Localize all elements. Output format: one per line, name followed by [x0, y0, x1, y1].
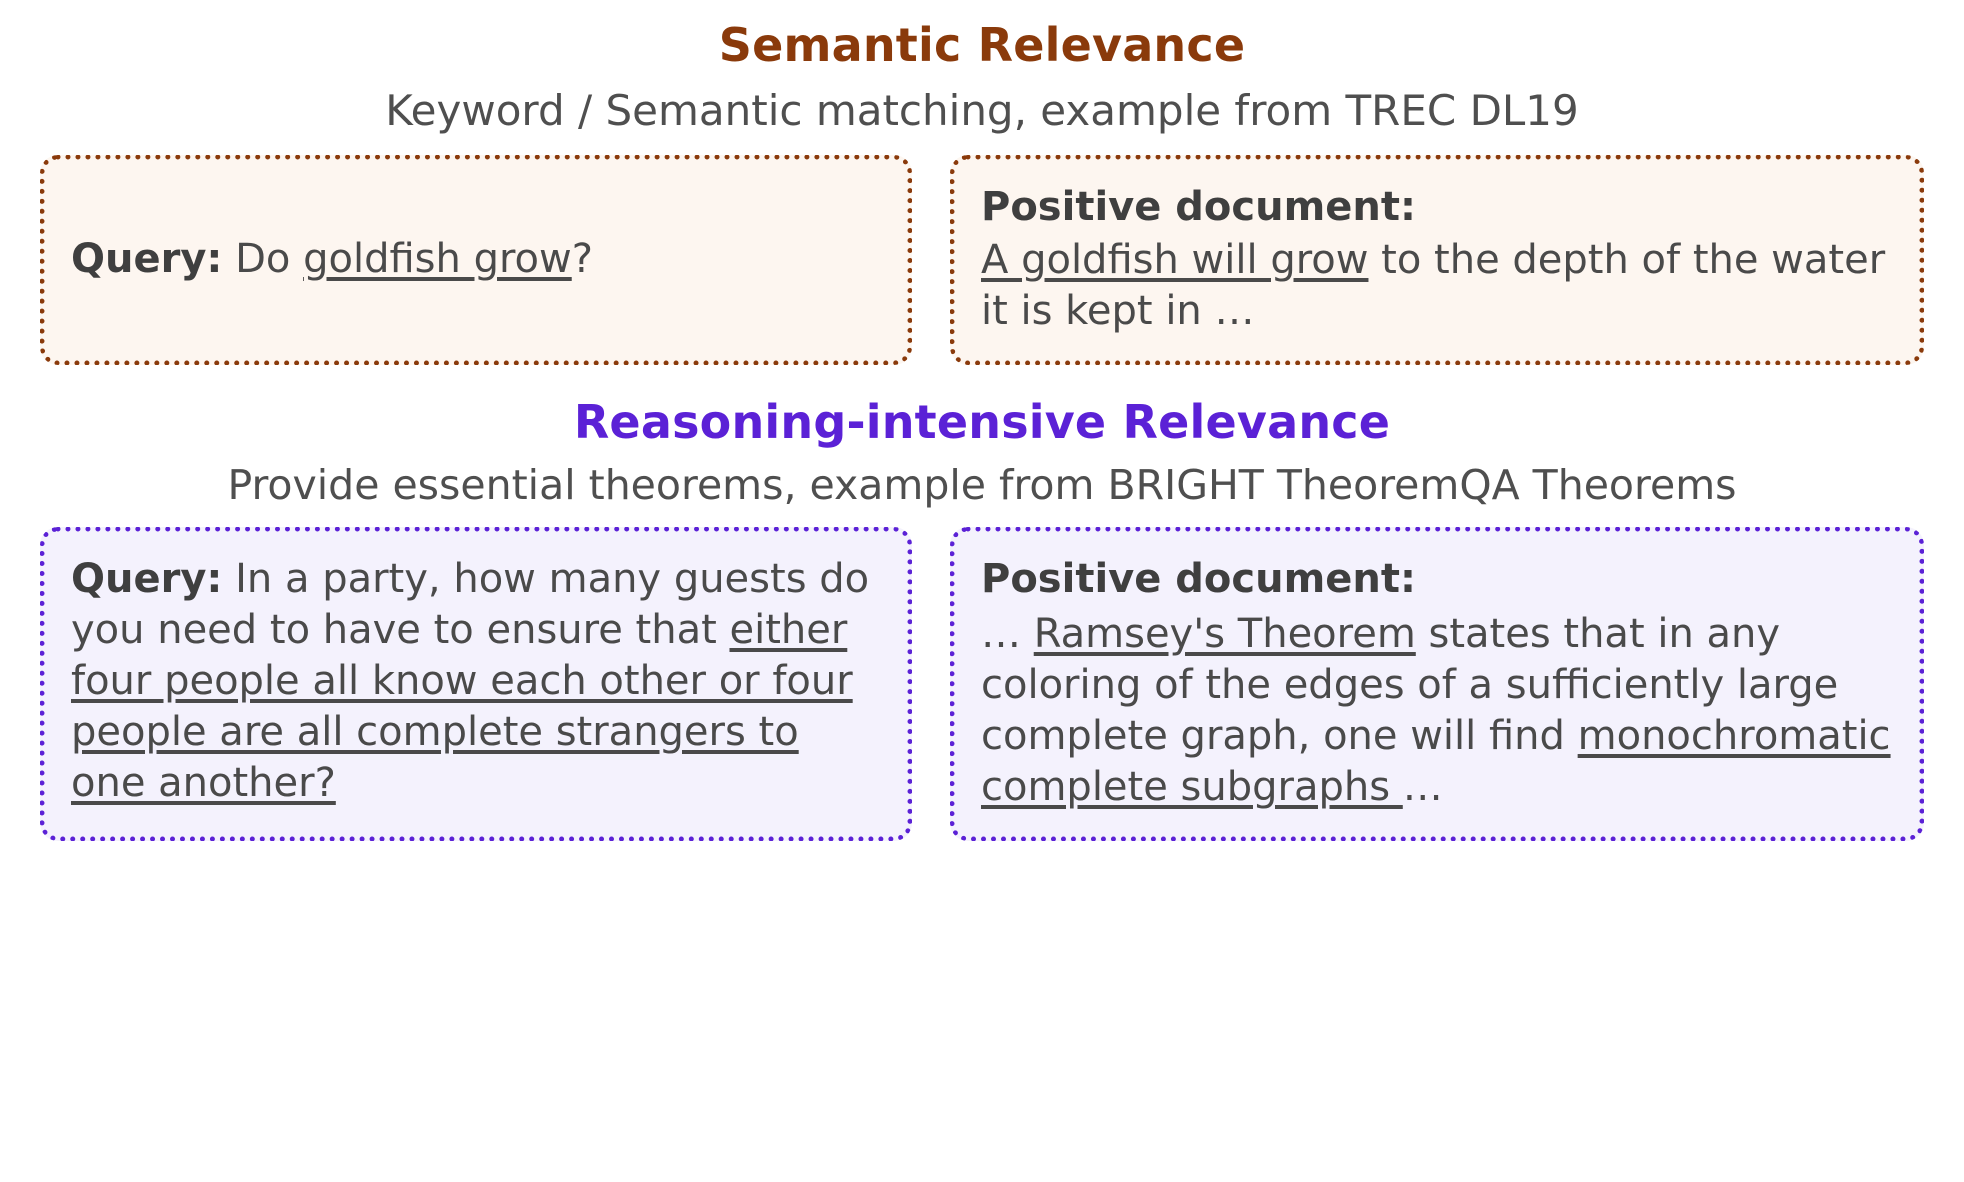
reasoning-query-card: [40, 527, 912, 841]
diagram-root: [0, 18, 1964, 1182]
reasoning-section-subtitle: Provide essential theorems, example from BRIGHT TheoremQA Theorems: [227, 460, 1737, 509]
reasoning-document-card: [950, 527, 1924, 841]
reasoning-document-label: Positive document:: [981, 555, 1416, 602]
semantic-document-text-after: to the depth of the water it is kept in …: [981, 237, 1886, 335]
semantic-document-label: Positive document:: [981, 184, 1416, 230]
semantic-document-card: [950, 155, 1924, 365]
reasoning-document-text-mid: states that in any coloring of the edges of a sufficiently large complete graph, one will find: [981, 610, 1839, 760]
semantic-query-text-after: ?: [571, 236, 593, 283]
reasoning-document-highlight-2: monochromatic complete subgraphs: [981, 713, 1891, 811]
reasoning-section-title: Reasoning-intensive Relevance: [573, 394, 1391, 449]
reasoning-document-text-after: …: [1402, 764, 1443, 811]
reasoning-document-text-before: …: [981, 610, 1034, 657]
semantic-section-title: Semantic Relevance: [718, 18, 1246, 72]
semantic-section-subtitle: Keyword / Semantic matching, example from TREC DL19: [385, 86, 1579, 135]
reasoning-query-text-before: In a party, how many guests do you need to have to ensure that: [71, 555, 870, 653]
reasoning-document-highlight-1: Ramsey's Theorem: [1033, 610, 1416, 657]
semantic-query-highlight: goldfish grow: [303, 236, 572, 283]
reasoning-query-label: Query:: [71, 555, 223, 602]
semantic-card-row: [40, 155, 1924, 365]
semantic-query-label: Query:: [71, 236, 223, 283]
semantic-query-card: [40, 155, 912, 365]
reasoning-card-row: [40, 527, 1924, 841]
semantic-query-text-before: Do: [222, 236, 304, 283]
reasoning-query-highlight: either four people all know each other or four people are all complete strangers to one another?: [71, 606, 853, 807]
semantic-document-highlight: A goldfish will grow: [981, 237, 1369, 284]
